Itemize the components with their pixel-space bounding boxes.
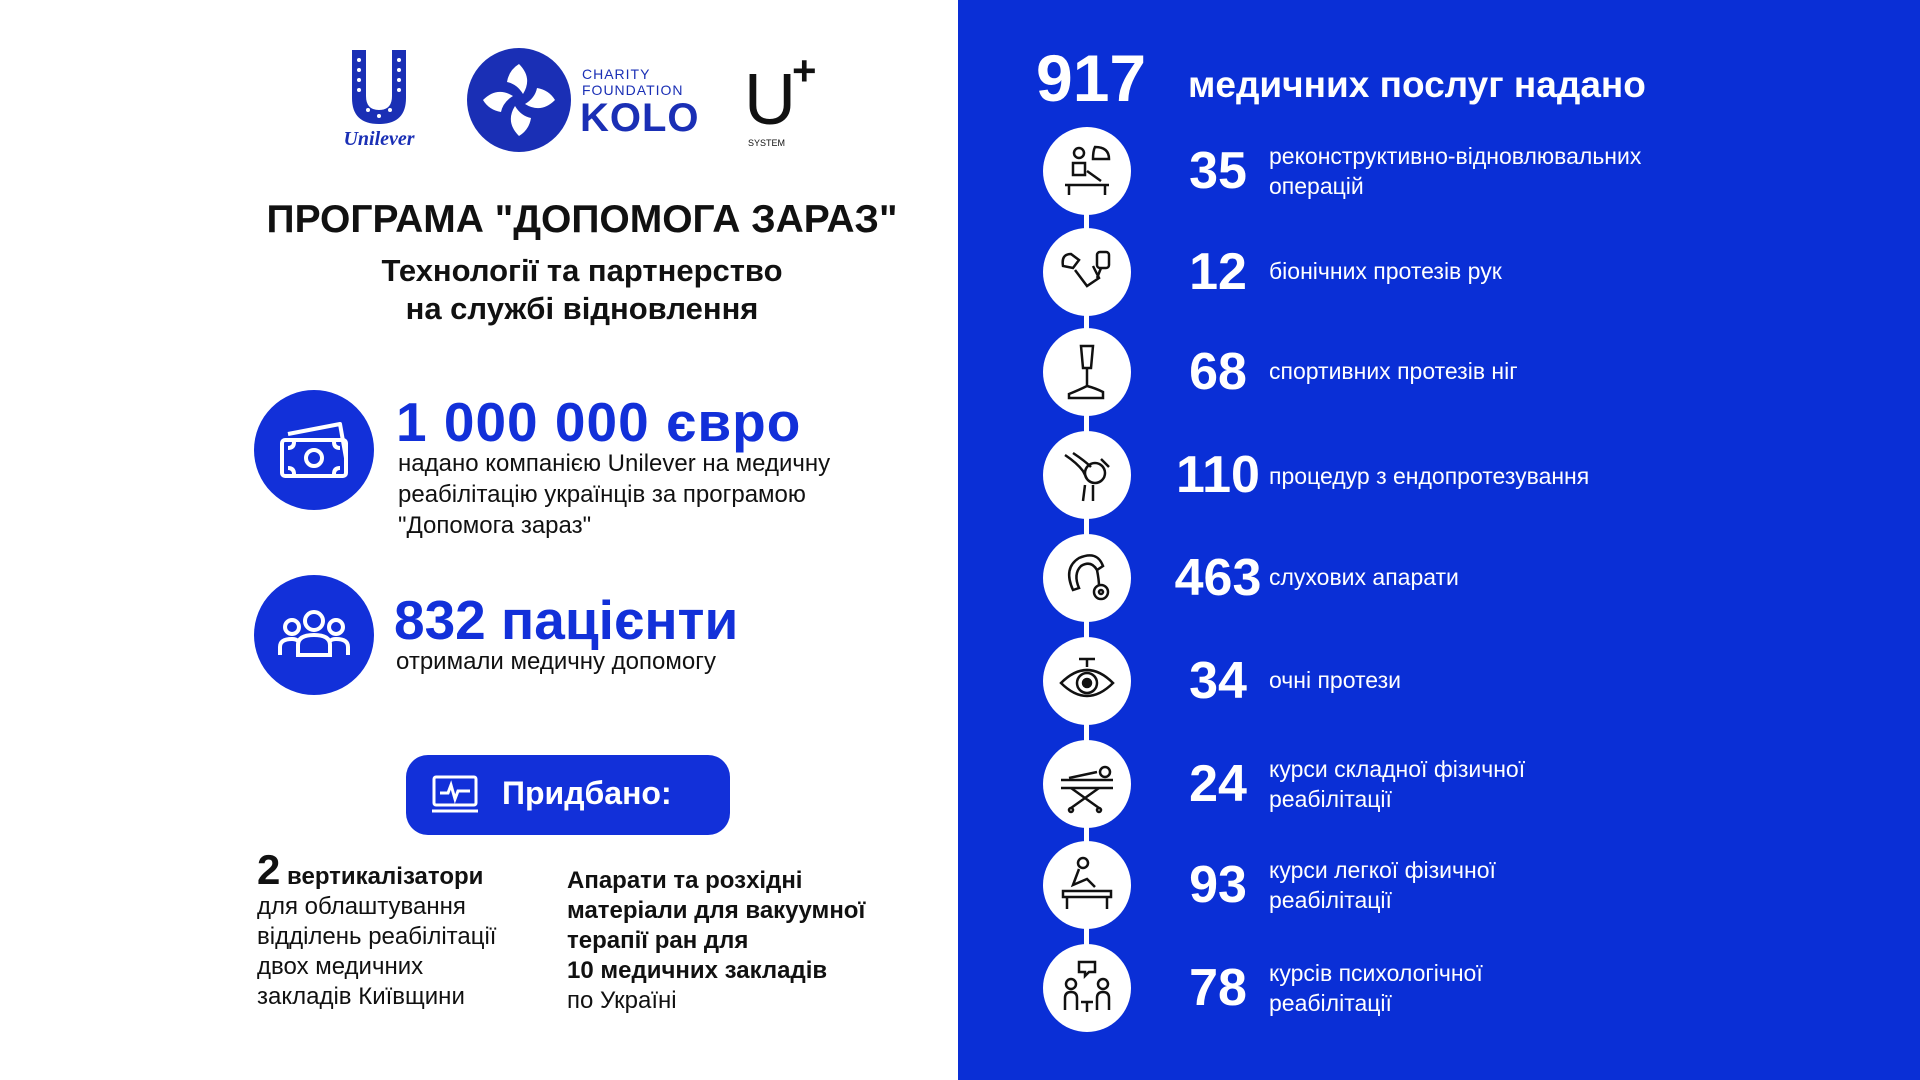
- service-label: біонічних протезів рук: [1269, 258, 1502, 284]
- services-total: 917: [1036, 41, 1147, 115]
- service-row-stretcher: [1043, 740, 1903, 830]
- services-label: медичних послуг надано: [1188, 64, 1646, 105]
- service-row-counseling: [1043, 944, 1903, 1034]
- counseling-icon: [1043, 944, 1131, 1032]
- kolo-emblem-icon: [467, 48, 571, 152]
- verticalizers-count: 2: [257, 846, 281, 893]
- service-count: 463: [1174, 549, 1262, 607]
- service-count: 12: [1189, 243, 1247, 301]
- service-label: реконструктивно-відновлювальних операцій: [1269, 143, 1642, 199]
- service-row-surgery: [1043, 127, 1903, 217]
- usystem-logo: [744, 47, 834, 154]
- service-row-knee-joint: [1043, 431, 1903, 521]
- unilever-wordmark: Unilever: [343, 128, 415, 150]
- service-count: 34: [1189, 652, 1247, 710]
- service-count: 24: [1189, 755, 1247, 813]
- service-count: 68: [1189, 343, 1247, 401]
- unilever-u-icon: [348, 48, 410, 126]
- service-label: курси легкої фізичної реабілітації: [1269, 857, 1496, 913]
- monitor-icon: [430, 773, 480, 817]
- purchase-item-vacuum-therapy: Апарати та розхідні матеріали для вакуумної терапії ран для 10 медичних закладів по Україні: [567, 867, 866, 1014]
- eye-icon: [1043, 637, 1131, 725]
- funding-description: надано компанією Unilever на медичну реабілітацію українців за програмою "Допомога зараз": [398, 450, 831, 539]
- surgery-icon: [1043, 127, 1131, 215]
- people-icon: [254, 575, 374, 695]
- service-label: курсів психологічної реабілітації: [1269, 960, 1483, 1016]
- service-row-hearing-aid: [1043, 534, 1903, 624]
- service-row-leg-prosthesis: [1043, 328, 1903, 418]
- usystem-sub: SYSTEM: [748, 138, 786, 148]
- kolo-name: KOLO: [580, 96, 700, 140]
- service-row-eye: [1043, 637, 1903, 727]
- usystem-plus: +: [792, 47, 817, 94]
- purchased-badge: [406, 755, 730, 835]
- usystem-letter: U: [744, 60, 796, 140]
- service-row-massage: [1043, 841, 1903, 931]
- funding-amount: 1 000 000 євро: [396, 391, 802, 453]
- service-count: 35: [1189, 142, 1247, 200]
- money-icon: [254, 390, 374, 510]
- service-count: 78: [1189, 959, 1247, 1017]
- service-row-bionic-arm: [1043, 228, 1903, 318]
- leg-prosthesis-icon: [1043, 328, 1131, 416]
- purchased-label: Придбано:: [502, 775, 672, 811]
- bionic-arm-icon: [1043, 228, 1131, 316]
- patients-amount: 832 пацієнти: [394, 589, 739, 651]
- service-count: 110: [1176, 446, 1260, 504]
- left-panel: [0, 0, 958, 1080]
- hearing-aid-icon: [1043, 534, 1131, 622]
- patients-description: отримали медичну допомогу: [396, 648, 716, 675]
- purchase-item-verticalizers: 2 вертикалізатори для облаштування відділень реабілітації двох медичних закладів Київщини: [257, 846, 497, 1010]
- service-label: слухових апарати: [1269, 564, 1459, 590]
- service-label: процедур з ендопротезування: [1269, 463, 1590, 489]
- program-subtitle: Технології та партнерство на службі відновлення: [381, 253, 783, 326]
- service-label: очні протези: [1269, 667, 1401, 693]
- kolo-logo: [467, 48, 707, 152]
- service-label: спортивних протезів ніг: [1269, 358, 1518, 384]
- stretcher-icon: [1043, 740, 1131, 828]
- massage-icon: [1043, 841, 1131, 929]
- knee-joint-icon: [1043, 431, 1131, 519]
- unilever-logo: [332, 48, 426, 152]
- kolo-tagline: CHARITY FOUNDATION: [582, 66, 684, 98]
- service-label: курси складної фізичної реабілітації: [1269, 756, 1526, 812]
- service-count: 93: [1189, 856, 1247, 914]
- program-title: ПРОГРАМА "ДОПОМОГА ЗАРАЗ": [266, 198, 898, 241]
